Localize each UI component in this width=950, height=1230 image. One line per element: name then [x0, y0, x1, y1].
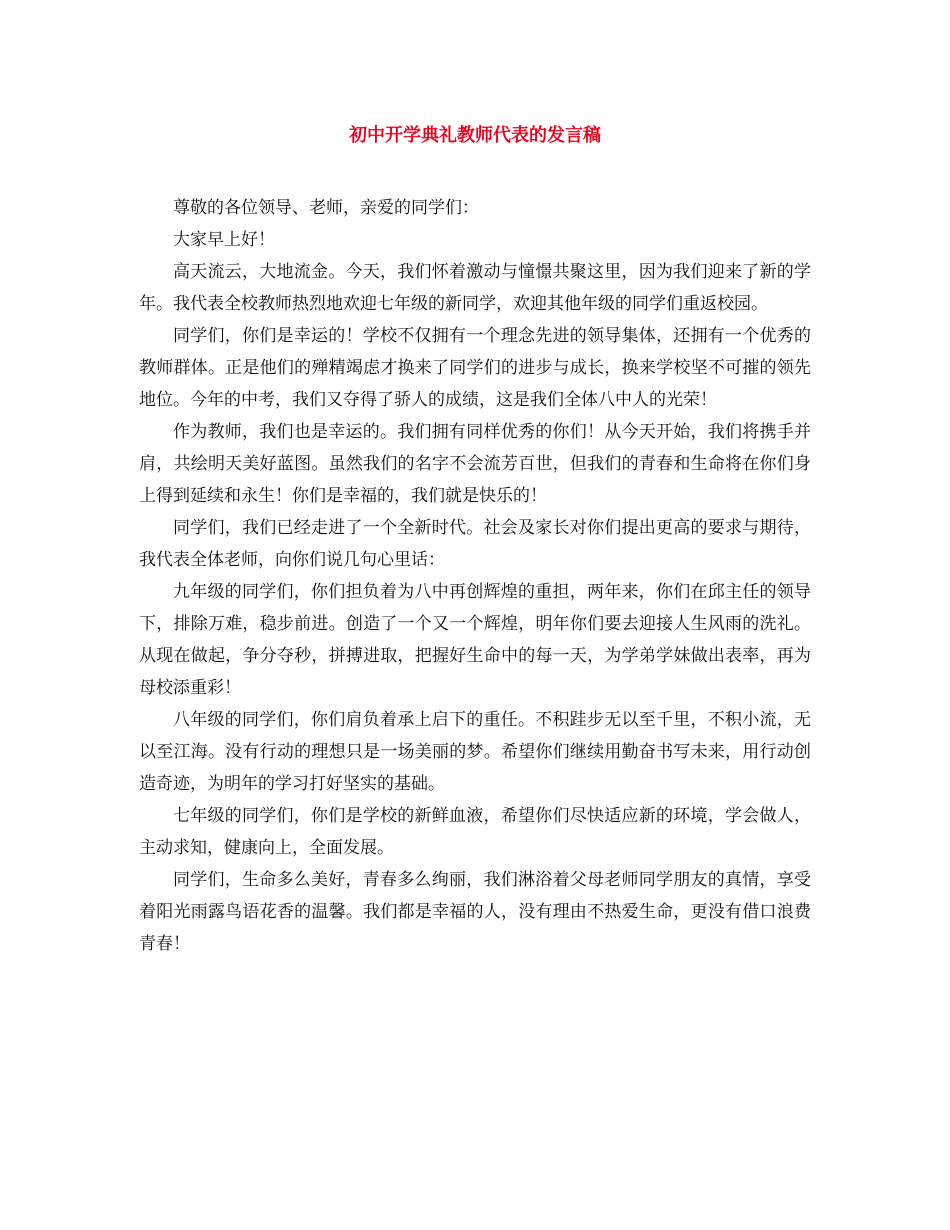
paragraph-salutation: 尊敬的各位领导、老师，亲爱的同学们： [173, 198, 479, 218]
paragraph-grade-seven: 七年级的同学们，你们是学校的新鲜血液，希望你们尽快适应新的环境，学会做人，主动求知，健康向上，全面发展。 [139, 806, 811, 858]
paragraph-opening: 高天流云，大地流金。今天，我们怀着激动与憧憬共聚这里，因为我们迎来了新的学年。我代表全校教师热烈地欢迎七年级的新同学，欢迎其他年级的同学们重返校园。 [139, 262, 811, 314]
paragraph-grade-eight: 八年级的同学们，你们肩负着承上启下的重任。不积跬步无以至千里，不积小流，无以至江海。没有行动的理想只是一场美丽的梦。希望你们继续用勤奋书写未来，用行动创造奇迹，为明年的学习打好坚实的基础。 [139, 710, 811, 794]
paragraph-greeting: 大家早上好！ [173, 230, 275, 250]
document-body [139, 192, 811, 960]
paragraph-new-era: 同学们，我们已经走进了一个全新时代。社会及家长对你们提出更高的要求与期待，我代表全体老师，向你们说几句心里话： [139, 518, 811, 570]
paragraph-grade-nine: 九年级的同学们，你们担负着为八中再创辉煌的重担，两年来，你们在邱主任的领导下，排除万难，稳步前进。创造了一个又一个辉煌，明年你们要去迎接人生风雨的洗礼。从现在做起，争分夺秒，拼搏进取，把握好生命中的每一天，为学弟学妹做出表率，再为母校添重彩！ [139, 582, 811, 698]
paragraph-closing: 同学们，生命多么美好，青春多么绚丽，我们淋浴着父母老师同学朋友的真情，享受着阳光雨露鸟语花香的温馨。我们都是幸福的人，没有理由不热爱生命，更没有借口浪费青春！ [139, 870, 811, 954]
paragraph-fortunate-teachers: 作为教师，我们也是幸运的。我们拥有同样优秀的你们！从今天开始，我们将携手并肩，共绘明天美好蓝图。虽然我们的名字不会流芳百世，但我们的青春和生命将在你们身上得到延续和永生！你们是幸福的，我们就是快乐的！ [139, 422, 811, 506]
document-title: 初中开学典礼教师代表的发言稿 [349, 125, 601, 146]
paragraph-fortunate-students: 同学们，你们是幸运的！学校不仅拥有一个理念先进的领导集体，还拥有一个优秀的教师群体。正是他们的殚精竭虑才换来了同学们的进步与成长，换来学校坚不可摧的领先地位。今年的中考，我们又夺得了骄人的成绩，这是我们全体八中人的光荣！ [139, 326, 811, 410]
